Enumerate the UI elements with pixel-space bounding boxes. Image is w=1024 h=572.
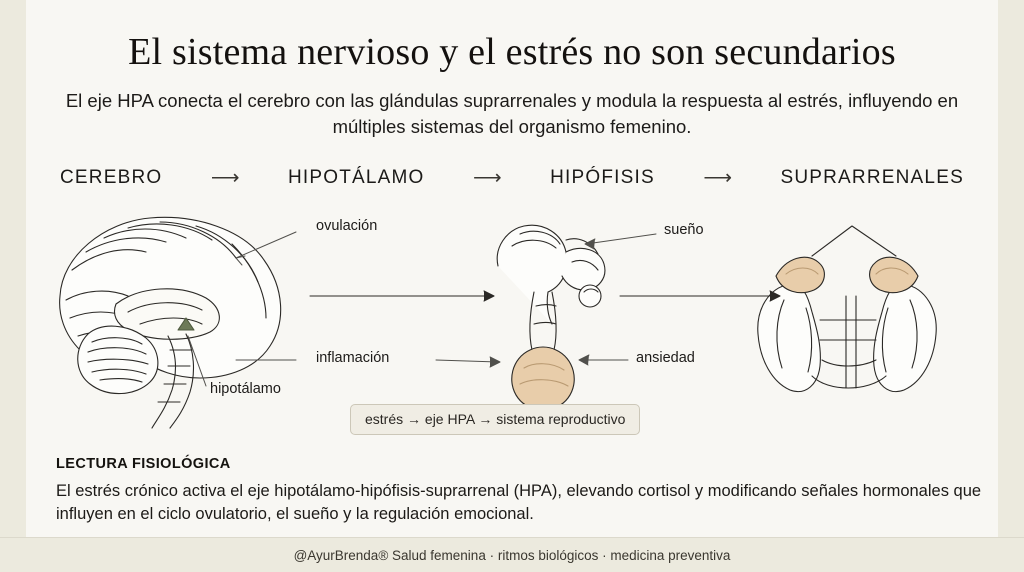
pituitary-illustration — [497, 225, 605, 410]
callout-inflamacion: inflamación — [316, 350, 390, 366]
stage-arrow-icon: ⟶ — [472, 167, 502, 189]
stage-label-suprarrenales: SUPRARRENALES — [780, 166, 964, 188]
credit-text: @AyurBrenda® Salud femenina · ritmos biológicos · medicina preventiva — [293, 547, 731, 563]
callout-ovulacion: ovulación — [316, 218, 378, 234]
anatomy-diagram — [0, 200, 1024, 430]
adrenal-glands-illustration — [758, 226, 936, 392]
stage-label-hipofisis: HIPÓFISIS — [550, 166, 655, 188]
stage-row — [60, 165, 964, 190]
callout-sueno: sueño — [664, 222, 704, 238]
stage-arrow-icon: ⟶ — [210, 167, 240, 189]
stage-arrow-icon: ⟶ — [703, 167, 732, 189]
credit-bar — [0, 537, 1024, 572]
callout-hipotalamo: hipotálamo — [210, 381, 281, 397]
pathway-tag: estrés → eje HPA → sistema reproductivo — [350, 404, 640, 435]
page-subtitle: El eje HPA conecta el cerebro con las glándulas suprarrenales y modula la respuesta al estrés, influyendo en múltiples sistemas del organismo femenino. — [65, 90, 959, 137]
physiology-note-body: El estrés crónico activa el eje hipotálamo-hipófisis-suprarrenal (HPA), elevando cortisol y modificando señales hormonales que influyen en el ciclo ovulatorio, el sueño y la regulación emocional. — [56, 482, 982, 523]
physiology-note — [56, 456, 986, 526]
callout-ansiedad: ansiedad — [636, 350, 695, 366]
physiology-note-heading: LECTURA FISIOLÓGICA — [56, 456, 231, 472]
page-title: El sistema nervioso y el estrés no son secundarios — [128, 31, 896, 73]
stage-label-cerebro: CEREBRO — [60, 166, 163, 188]
stage-label-hipotalamo: HIPOTÁLAMO — [287, 166, 425, 188]
